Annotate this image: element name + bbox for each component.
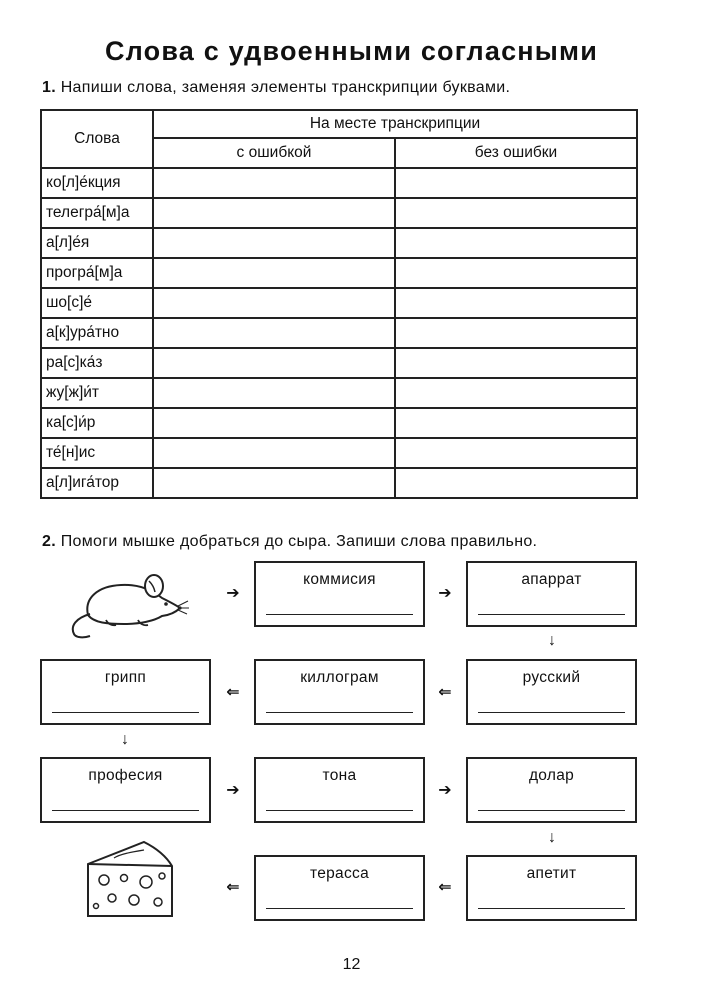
table-row: [41, 408, 637, 438]
table-row: [41, 468, 637, 498]
answer-cell-without-error[interactable]: [395, 168, 637, 198]
answer-cell-without-error[interactable]: [395, 318, 637, 348]
answer-cell-with-error[interactable]: [153, 468, 395, 498]
word-box-label: тона: [322, 767, 357, 784]
word-box-8: [466, 757, 637, 823]
word-box-6: [40, 757, 211, 823]
word-box-label: професия: [88, 767, 163, 784]
answer-cell-with-error[interactable]: [153, 168, 395, 198]
table-row: [41, 288, 637, 318]
word-box-4: [254, 659, 425, 725]
answer-line[interactable]: [52, 810, 199, 811]
arrow-right-icon: ➔: [226, 585, 240, 602]
arrow-left-icon: ⇐: [226, 879, 240, 896]
arrow-right-icon: ➔: [438, 585, 452, 602]
word-box-7: [254, 757, 425, 823]
answer-line[interactable]: [478, 712, 625, 713]
column-header-group: На месте транскрипции: [153, 110, 637, 138]
column-header-without-error: без ошибки: [395, 138, 637, 168]
answer-cell-with-error[interactable]: [153, 378, 395, 408]
page-number: 12: [342, 956, 361, 973]
answer-cell-without-error[interactable]: [395, 288, 637, 318]
answer-cell-without-error[interactable]: [395, 198, 637, 228]
word-box-5: [40, 659, 211, 725]
answer-line[interactable]: [478, 614, 625, 615]
task-2-text: Помоги мышке добраться до сыра. Запиши слова правильно.: [60, 533, 538, 550]
word-box-2: [466, 561, 637, 627]
answer-cell-with-error[interactable]: [153, 288, 395, 318]
word-box-10: [254, 855, 425, 921]
task-1-text: Напиши слова, заменяя элементы транскрипции буквами.: [60, 79, 511, 96]
word-cell: програ́[м]а: [41, 258, 153, 288]
answer-cell-without-error[interactable]: [395, 468, 637, 498]
word-box-label: киллограм: [300, 669, 379, 686]
arrow-left-icon: ⇐: [438, 684, 452, 701]
word-box-1: [254, 561, 425, 627]
word-box-label: терасса: [309, 865, 369, 882]
word-cell: а[к]ура́тно: [41, 318, 153, 348]
answer-cell-with-error[interactable]: [153, 228, 395, 258]
table-row: [41, 378, 637, 408]
word-box-label: коммисия: [303, 571, 376, 588]
answer-line[interactable]: [266, 908, 413, 909]
answer-cell-with-error[interactable]: [153, 258, 395, 288]
table-row: [41, 258, 637, 288]
column-header-words: Слова: [41, 110, 153, 168]
answer-line[interactable]: [266, 712, 413, 713]
table-row: [41, 198, 637, 228]
answer-cell-without-error[interactable]: [395, 438, 637, 468]
answer-line[interactable]: [478, 810, 625, 811]
answer-line[interactable]: [266, 614, 413, 615]
answer-cell-without-error[interactable]: [395, 228, 637, 258]
answer-cell-without-error[interactable]: [395, 258, 637, 288]
answer-cell-without-error[interactable]: [395, 378, 637, 408]
word-cell: телегра́[м]а: [41, 198, 153, 228]
mouse-icon: [66, 568, 190, 642]
answer-cell-with-error[interactable]: [153, 198, 395, 228]
word-cell: ра[с]ка́з: [41, 348, 153, 378]
arrow-right-icon: ➔: [438, 782, 452, 799]
arrow-down-icon: ↓: [121, 731, 129, 748]
arrow-down-icon: ↓: [548, 829, 556, 846]
answer-line[interactable]: [266, 810, 413, 811]
word-box-9: [466, 855, 637, 921]
table-row: [41, 348, 637, 378]
table-row: [41, 168, 637, 198]
word-cell: шо[с]е́: [41, 288, 153, 318]
task-1-instruction: [42, 79, 510, 97]
table-row: [41, 228, 637, 258]
answer-cell-without-error[interactable]: [395, 348, 637, 378]
word-box-label: грипп: [104, 669, 147, 686]
answer-cell-with-error[interactable]: [153, 438, 395, 468]
arrow-right-icon: ➔: [226, 782, 240, 799]
task-2-number: 2.: [42, 533, 56, 550]
answer-cell-with-error[interactable]: [153, 318, 395, 348]
transcription-table: [40, 109, 638, 499]
word-cell: жу[ж]и́т: [41, 378, 153, 408]
arrow-down-icon: ↓: [548, 632, 556, 649]
answer-cell-with-error[interactable]: [153, 408, 395, 438]
answer-line[interactable]: [52, 712, 199, 713]
word-cell: а[л]е́я: [41, 228, 153, 258]
table-row: [41, 438, 637, 468]
task-1-number: 1.: [42, 79, 56, 96]
word-cell: ка[с]и́р: [41, 408, 153, 438]
word-box-label: долар: [528, 767, 575, 784]
table-row: [41, 318, 637, 348]
word-box-label: апетит: [526, 865, 577, 882]
answer-line[interactable]: [478, 908, 625, 909]
answer-cell-with-error[interactable]: [153, 348, 395, 378]
word-cell: ко[л]е́кция: [41, 168, 153, 198]
word-cell: а[л]ига́тор: [41, 468, 153, 498]
word-box-3: [466, 659, 637, 725]
word-cell: те́[н]ис: [41, 438, 153, 468]
cheese-icon: [84, 838, 184, 922]
answer-cell-without-error[interactable]: [395, 408, 637, 438]
word-box-label: русский: [522, 669, 581, 686]
column-header-with-error: с ошибкой: [153, 138, 395, 168]
arrow-left-icon: ⇐: [226, 684, 240, 701]
task-2-instruction: [42, 533, 537, 551]
word-box-label: апаррат: [521, 571, 582, 588]
arrow-left-icon: ⇐: [438, 879, 452, 896]
page-title: Слова с удвоенными согласными: [104, 36, 599, 66]
